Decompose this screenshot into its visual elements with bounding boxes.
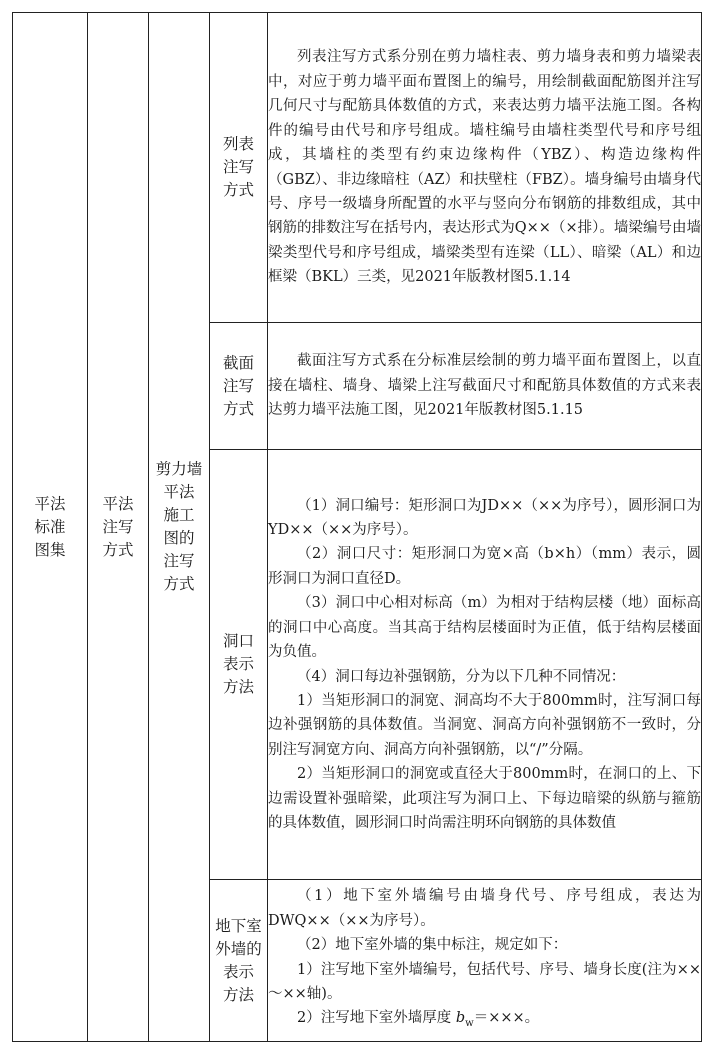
row-label-cell — [210, 880, 268, 1042]
content-paragraph: 截面注写方式系在分标准层绘制的剪力墙平面布置图上，以直接在墙柱、墙身、墙梁上注写截面尺寸和配筋具体数值的方式来表达剪力墙平法施工图，见2021年版教材图5.1.15 — [268, 353, 701, 419]
content-paragraph: （4）洞口每边补强钢筋，分为以下几种不同情况： — [297, 668, 626, 685]
spec-table — [12, 12, 702, 1042]
row-label-cell — [210, 323, 268, 450]
content-paragraph: （2）地下室外墙的集中标注，规定如下： — [297, 937, 568, 954]
method-line: 平法 — [102, 494, 134, 513]
content-paragraph — [268, 1006, 701, 1036]
row-label-line: 截面 — [222, 353, 254, 372]
content-paragraph: 1）注写地下室外墙编号，包括代号、序号、墙身长度(注为××～××轴)。 — [268, 961, 701, 1002]
category-line: 标准 — [34, 517, 66, 536]
row-content-cell — [268, 880, 702, 1042]
topic-line: 方式 — [163, 575, 195, 593]
row-label-line: 洞口 — [222, 632, 254, 650]
row-label-cell — [210, 450, 268, 880]
row-label-line: 列表 — [222, 135, 254, 153]
row-label-cell — [210, 13, 268, 323]
topic-cell — [149, 13, 210, 1042]
category-line: 平法 — [34, 494, 66, 513]
content-paragraph: （1）地下室外墙编号由墙身代号、序号组成，表达为DWQ××（××为序号）。 — [268, 888, 701, 929]
row-label-line: 方式 — [222, 181, 254, 199]
method-line: 方式 — [102, 540, 134, 559]
row-label-line: 表示 — [222, 655, 254, 673]
row-label-line: 外墙的 — [215, 939, 262, 958]
row-label-line: 方法 — [222, 678, 254, 696]
row-label-line: 表示 — [222, 962, 254, 981]
thickness-sub: w — [465, 1018, 474, 1030]
row-label-line: 方式 — [222, 399, 254, 418]
thickness-var: b — [455, 1010, 466, 1027]
row-content-cell — [268, 13, 702, 323]
topic-line: 图的 — [163, 529, 195, 547]
content-paragraph: （3）洞口中心相对标高（m）为相对于结构层楼（地）面标高的洞口中心高度。当其高于结构层楼面时为正值，低于结构层楼面为负值。 — [268, 595, 701, 661]
category-line: 图集 — [34, 540, 66, 559]
row-label-line: 注写 — [222, 158, 254, 176]
row-content-cell — [268, 450, 702, 880]
content-paragraph: 2）当矩形洞口的洞宽或直径大于800mm时，在洞口的上、下边需设置补强暗梁，此项注写为洞口上、下每边暗梁的纵筋与箍筋的具体数值，圆形洞口时尚需注明环向钢筋的具体数值 — [268, 766, 701, 831]
content-paragraph: 列表注写方式系分别在剪力墙柱表、剪力墙身表和剪力墙梁表中，对应于剪力墙平面布置图上的编号，用绘制截面配筋图并注写几何尺寸与配筋具体数值的方式，来表达剪力墙平法施工图。各构件的编号由代号和序号组成。墙柱编号由墙柱类型代号和序号组成，其墙柱的类型有约束边缘构件（YBZ）、构造边缘构件（GBZ）、非边缘暗柱（AZ）和扶壁柱（FBZ）。墙身编号由墙身代号、序号一级墙身所配置的水平与竖向分布钢筋的排数组成，其中钢筋的排数注写在括号内，表达形式为Q××（×排）。墙梁编号由墙梁类型代号和序号组成，墙梁类型有连梁（LL）、暗梁（AL）和边框梁（BKL）三类，见2021年版教材图5.1.14 — [268, 49, 701, 286]
topic-line: 剪力墙 — [155, 460, 203, 478]
row-label-line: 注写 — [222, 376, 254, 395]
row-label-line: 方法 — [222, 985, 254, 1004]
thickness-suffix: ＝×××。 — [473, 1010, 540, 1027]
method-cell — [88, 13, 149, 1042]
method-line: 注写 — [102, 517, 134, 536]
topic-line: 平法 — [163, 483, 195, 501]
thickness-prefix: 2）注写地下室外墙厚度 — [297, 1010, 456, 1027]
content-paragraph: 1）当矩形洞口的洞宽、洞高均不大于800mm时，注写洞口每边补强钢筋的具体数值。当洞宽、洞高方向补强钢筋不一致时，分别注写洞宽方向、洞高方向补强钢筋，以“/”分隔。 — [268, 692, 701, 758]
topic-line: 施工 — [163, 506, 195, 524]
content-paragraph: （2）洞口尺寸：矩形洞口为宽×高（b×h）（mm）表示，圆形洞口为洞口直径D。 — [268, 546, 701, 587]
row-label-line: 地下室 — [215, 916, 262, 935]
content-paragraph: （1）洞口编号：矩形洞口为JD××（××为序号），圆形洞口为YD××（××为序号）。 — [268, 497, 701, 539]
category-cell — [13, 13, 88, 1042]
topic-line: 注写 — [163, 552, 195, 570]
row-content-cell — [268, 323, 702, 450]
